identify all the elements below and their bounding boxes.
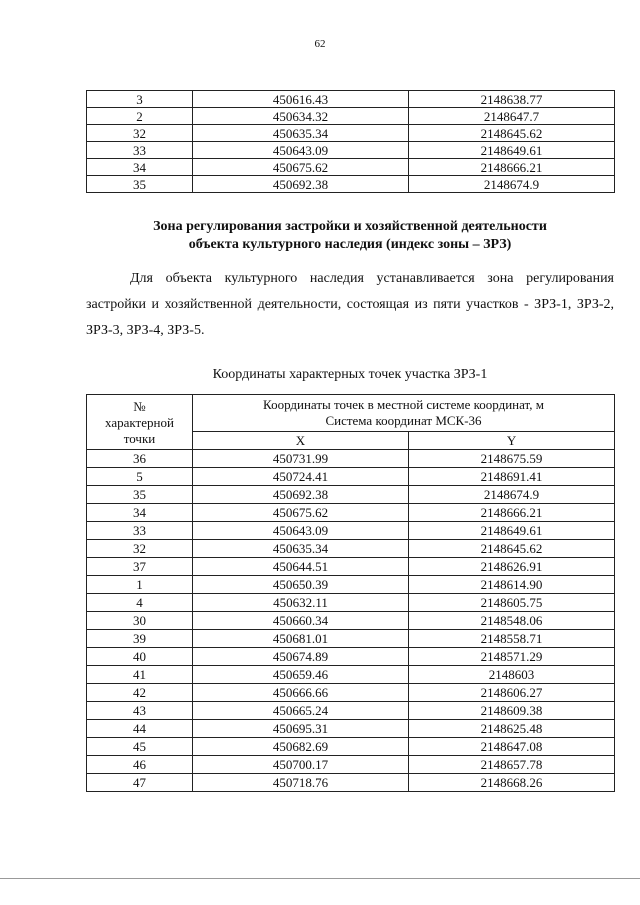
table-row	[87, 142, 615, 159]
x-coordinate-cell: 450681.01	[193, 630, 409, 648]
body-paragraph: Для объекта культурного наследия устанавливается зона регулирования застройки и хозяйственной деятельности, состоящая из пяти участков - ЗРЗ-1, ЗРЗ-2, ЗРЗ-3, ЗРЗ-4, ЗРЗ-5.	[86, 271, 614, 338]
y-coordinate-cell: 2148625.48	[409, 720, 615, 738]
table-row	[87, 612, 615, 630]
point-number-cell: 36	[87, 450, 193, 468]
table-row	[87, 756, 615, 774]
x-coordinate-cell: 450616.43	[193, 91, 409, 108]
table-row	[87, 666, 615, 684]
x-coordinate-cell: 450692.38	[193, 176, 409, 193]
y-coordinate-cell: 2148548.06	[409, 612, 615, 630]
x-coordinate-cell: 450659.46	[193, 666, 409, 684]
point-number-cell: 42	[87, 684, 193, 702]
point-number-cell: 40	[87, 648, 193, 666]
y-coordinate-cell: 2148609.38	[409, 702, 615, 720]
table-row	[87, 738, 615, 756]
header-y: Y	[409, 432, 615, 450]
point-number-cell: 44	[87, 720, 193, 738]
point-number-cell: 33	[87, 522, 193, 540]
section-heading	[86, 218, 614, 254]
x-coordinate-cell: 450635.34	[193, 125, 409, 142]
table-row	[87, 630, 615, 648]
y-coordinate-cell: 2148649.61	[409, 142, 615, 159]
header-point-number-line1: №	[133, 399, 146, 414]
table-row	[87, 486, 615, 504]
x-coordinate-cell: 450632.11	[193, 594, 409, 612]
point-number-cell: 2	[87, 108, 193, 125]
point-number-cell: 30	[87, 612, 193, 630]
y-coordinate-cell: 2148605.75	[409, 594, 615, 612]
header-x: X	[193, 432, 409, 450]
section-heading-line1: Зона регулирования застройки и хозяйственной деятельности	[153, 219, 547, 234]
table-row	[87, 125, 615, 142]
coordinates-table-continued	[86, 90, 615, 193]
y-coordinate-cell: 2148606.27	[409, 684, 615, 702]
y-coordinate-cell: 2148675.59	[409, 450, 615, 468]
point-number-cell: 3	[87, 91, 193, 108]
x-coordinate-cell: 450695.31	[193, 720, 409, 738]
x-coordinate-cell: 450634.32	[193, 108, 409, 125]
y-coordinate-cell: 2148666.21	[409, 159, 615, 176]
point-number-cell: 39	[87, 630, 193, 648]
y-coordinate-cell: 2148645.62	[409, 540, 615, 558]
point-number-cell: 5	[87, 468, 193, 486]
y-coordinate-cell: 2148626.91	[409, 558, 615, 576]
table-row	[87, 774, 615, 792]
table-row	[87, 594, 615, 612]
y-coordinate-cell: 2148571.29	[409, 648, 615, 666]
table-row	[87, 648, 615, 666]
point-number-cell: 35	[87, 486, 193, 504]
table-row	[87, 720, 615, 738]
x-coordinate-cell: 450666.66	[193, 684, 409, 702]
zrz1-table-header	[87, 395, 615, 450]
y-coordinate-cell: 2148647.08	[409, 738, 615, 756]
zrz1-table-body	[87, 450, 615, 792]
point-number-cell: 37	[87, 558, 193, 576]
point-number-cell: 32	[87, 125, 193, 142]
x-coordinate-cell: 450682.69	[193, 738, 409, 756]
x-coordinate-cell: 450644.51	[193, 558, 409, 576]
x-coordinate-cell: 450700.17	[193, 756, 409, 774]
table-row	[87, 702, 615, 720]
point-number-cell: 32	[87, 540, 193, 558]
point-number-cell: 47	[87, 774, 193, 792]
y-coordinate-cell: 2148603	[409, 666, 615, 684]
point-number-cell: 4	[87, 594, 193, 612]
table-row	[87, 684, 615, 702]
y-coordinate-cell: 2148657.78	[409, 756, 615, 774]
section-heading-line2: объекта культурного наследия (индекс зоны – ЗРЗ)	[188, 237, 512, 252]
table-row	[87, 576, 615, 594]
table-row	[87, 504, 615, 522]
coordinates-table-continued-body	[87, 91, 615, 193]
table-row	[87, 522, 615, 540]
table-row	[87, 468, 615, 486]
zrz1-coordinates-table	[86, 394, 615, 792]
header-point-number	[87, 395, 193, 450]
y-coordinate-cell: 2148558.71	[409, 630, 615, 648]
y-coordinate-cell: 2148647.7	[409, 108, 615, 125]
x-coordinate-cell: 450643.09	[193, 142, 409, 159]
y-coordinate-cell: 2148691.41	[409, 468, 615, 486]
x-coordinate-cell: 450675.62	[193, 159, 409, 176]
x-coordinate-cell: 450724.41	[193, 468, 409, 486]
table-row	[87, 558, 615, 576]
y-coordinate-cell: 2148674.9	[409, 176, 615, 193]
x-coordinate-cell: 450692.38	[193, 486, 409, 504]
point-number-cell: 1	[87, 576, 193, 594]
table-row	[87, 108, 615, 125]
y-coordinate-cell: 2148668.26	[409, 774, 615, 792]
table-row	[87, 91, 615, 108]
y-coordinate-cell: 2148666.21	[409, 504, 615, 522]
x-coordinate-cell: 450643.09	[193, 522, 409, 540]
y-coordinate-cell: 2148645.62	[409, 125, 615, 142]
table-row	[87, 159, 615, 176]
point-number-cell: 34	[87, 159, 193, 176]
x-coordinate-cell: 450674.89	[193, 648, 409, 666]
x-coordinate-cell: 450665.24	[193, 702, 409, 720]
table-caption: Координаты характерных точек участка ЗРЗ-1	[212, 367, 488, 382]
x-coordinate-cell: 450650.39	[193, 576, 409, 594]
table-row	[87, 176, 615, 193]
page-number: 62	[314, 38, 326, 50]
table-row	[87, 540, 615, 558]
point-number-cell: 34	[87, 504, 193, 522]
x-coordinate-cell: 450675.62	[193, 504, 409, 522]
point-number-cell: 35	[87, 176, 193, 193]
header-point-number-line2: характерной	[105, 415, 174, 430]
x-coordinate-cell: 450635.34	[193, 540, 409, 558]
y-coordinate-cell: 2148614.90	[409, 576, 615, 594]
x-coordinate-cell: 450731.99	[193, 450, 409, 468]
header-coordinates-line1: Координаты точек в местной системе координат, м	[263, 397, 544, 412]
bottom-rule	[0, 878, 640, 879]
header-coordinates	[193, 395, 615, 432]
point-number-cell: 46	[87, 756, 193, 774]
y-coordinate-cell: 2148638.77	[409, 91, 615, 108]
point-number-cell: 41	[87, 666, 193, 684]
y-coordinate-cell: 2148674.9	[409, 486, 615, 504]
x-coordinate-cell: 450718.76	[193, 774, 409, 792]
point-number-cell: 33	[87, 142, 193, 159]
x-coordinate-cell: 450660.34	[193, 612, 409, 630]
y-coordinate-cell: 2148649.61	[409, 522, 615, 540]
point-number-cell: 45	[87, 738, 193, 756]
point-number-cell: 43	[87, 702, 193, 720]
header-coordinates-line2: Система координат МСК-36	[325, 413, 482, 428]
header-point-number-line3: точки	[123, 431, 156, 446]
table-row	[87, 450, 615, 468]
